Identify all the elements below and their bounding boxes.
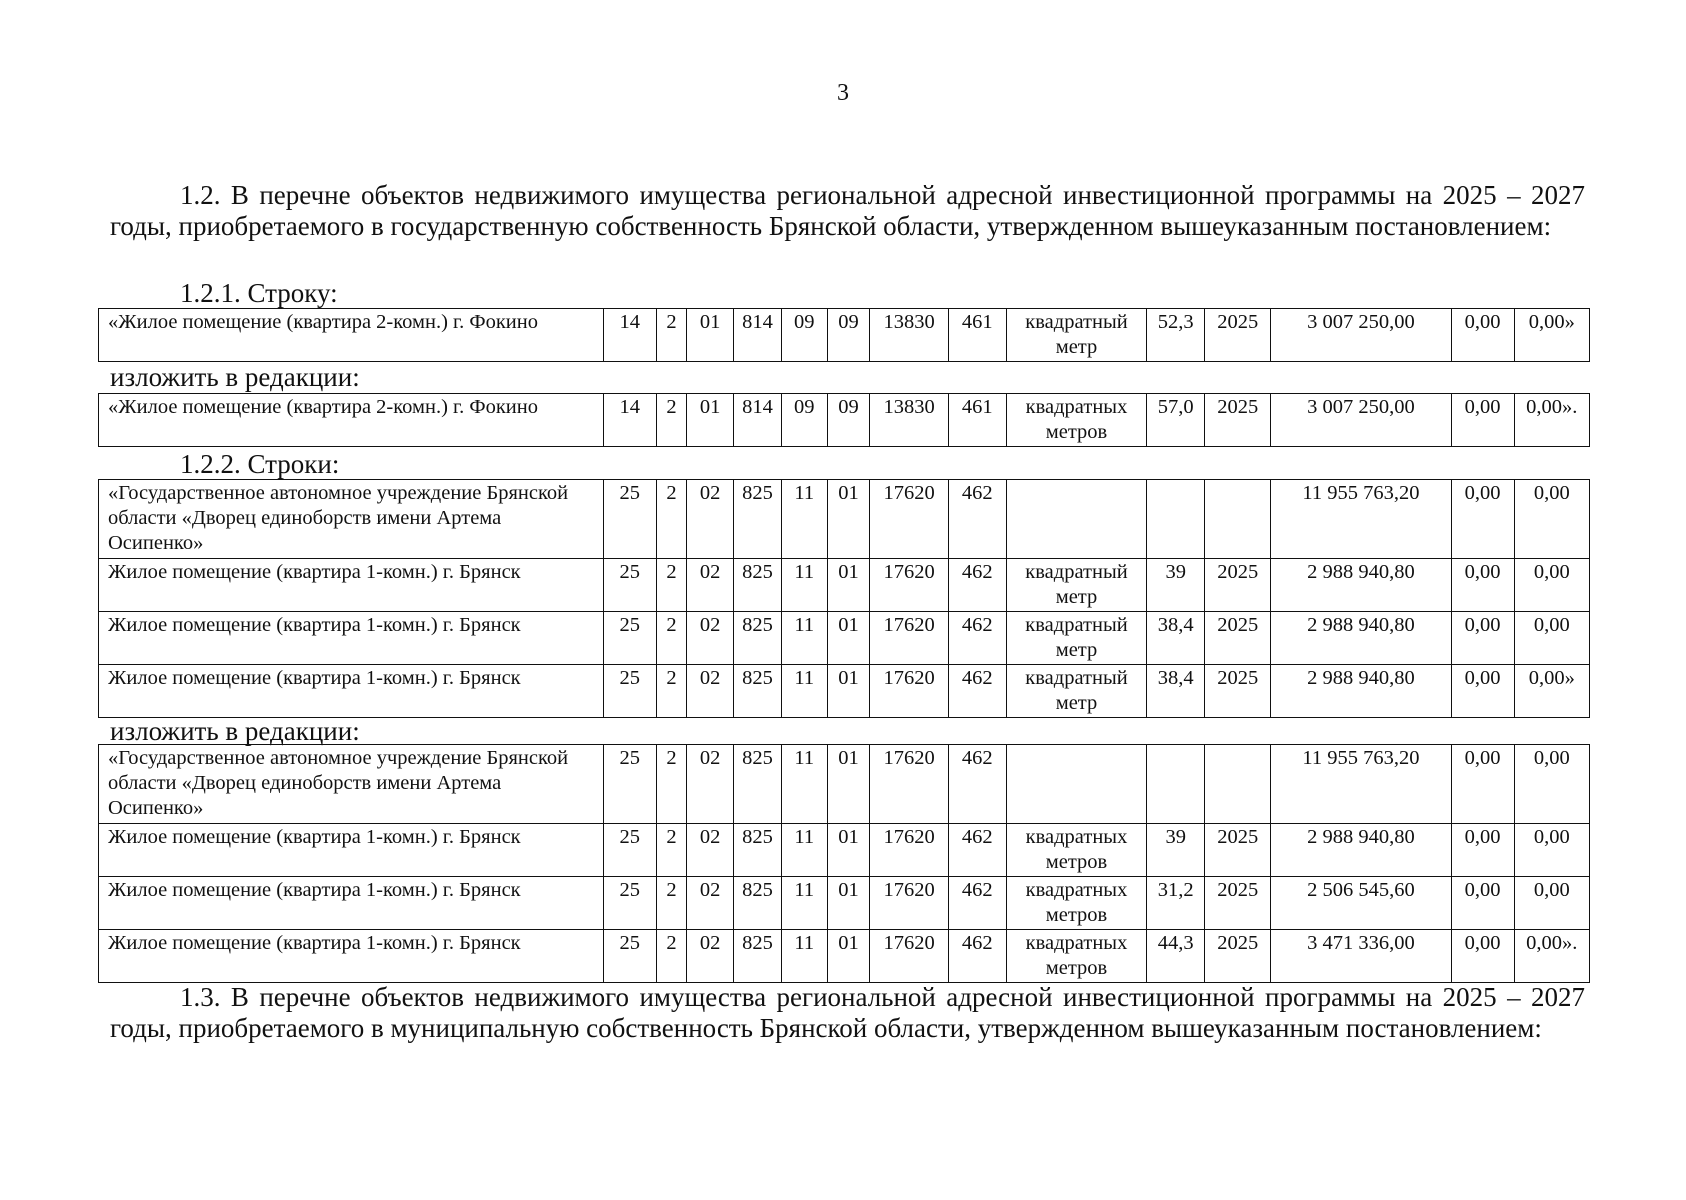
cell-value-2027: 0,00: [1514, 480, 1589, 559]
cell-area: 38,4: [1147, 612, 1205, 665]
cell-code-g: 17620: [870, 612, 948, 665]
cell-code-e: 11: [781, 559, 827, 612]
cell-object-name: Жилое помещение (квартира 1-комн.) г. Брянск: [99, 877, 604, 930]
cell-year: [1205, 480, 1271, 559]
cell-amount: 2 988 940,80: [1271, 665, 1451, 718]
cell-code-f: 09: [827, 394, 870, 447]
subheading-1-2-1: 1.2.1. Строку:: [180, 278, 338, 308]
cell-amount: 2 988 940,80: [1271, 824, 1451, 877]
cell-code-f: 01: [827, 745, 870, 824]
cell-code-f: 01: [827, 824, 870, 877]
cell-unit: квадратный метр: [1006, 559, 1146, 612]
cell-amount: 3 007 250,00: [1271, 394, 1451, 447]
cell-code-c: 02: [687, 612, 734, 665]
cell-code-c: 02: [687, 877, 734, 930]
cell-value-2026: 0,00: [1451, 665, 1514, 718]
cell-code-h: 462: [948, 930, 1006, 983]
cell-year: 2025: [1205, 930, 1271, 983]
cell-code-c: 02: [687, 665, 734, 718]
cell-code-f: 01: [827, 559, 870, 612]
cell-area: 52,3: [1147, 309, 1205, 362]
cell-amount: 11 955 763,20: [1271, 480, 1451, 559]
cell-value-2027: 0,00: [1514, 559, 1589, 612]
cell-code-e: 11: [781, 745, 827, 824]
cell-value-2027: 0,00: [1514, 877, 1589, 930]
cell-code-d: 825: [734, 665, 782, 718]
table-old-rows-1-2-2: [98, 479, 1590, 718]
cell-area: 31,2: [1147, 877, 1205, 930]
cell-code-f: 09: [827, 309, 870, 362]
cell-value-2027: 0,00»: [1514, 309, 1589, 362]
cell-code-d: 825: [734, 877, 782, 930]
cell-code-a: 14: [603, 394, 656, 447]
cell-area: 57,0: [1147, 394, 1205, 447]
cell-amount: 2 506 545,60: [1271, 877, 1451, 930]
cell-code-c: 02: [687, 559, 734, 612]
cell-value-2026: 0,00: [1451, 877, 1514, 930]
cell-value-2027: 0,00».: [1514, 394, 1589, 447]
cell-unit: квадратных метров: [1006, 877, 1146, 930]
cell-value-2026: 0,00: [1451, 930, 1514, 983]
cell-unit: [1006, 745, 1146, 824]
table-row: [99, 877, 1590, 930]
table-row: [99, 612, 1590, 665]
cell-code-d: 825: [734, 745, 782, 824]
cell-code-f: 01: [827, 665, 870, 718]
cell-code-h: 462: [948, 665, 1006, 718]
cell-area: 38,4: [1147, 665, 1205, 718]
cell-code-b: 2: [656, 745, 687, 824]
cell-code-d: 825: [734, 559, 782, 612]
label-edit-2: изложить в редакции:: [110, 716, 360, 746]
cell-code-b: 2: [656, 930, 687, 983]
cell-value-2026: 0,00: [1451, 824, 1514, 877]
cell-value-2026: 0,00: [1451, 480, 1514, 559]
cell-code-c: 02: [687, 824, 734, 877]
cell-year: 2025: [1205, 612, 1271, 665]
cell-value-2027: 0,00: [1514, 745, 1589, 824]
cell-area: 39: [1147, 824, 1205, 877]
cell-code-g: 17620: [870, 824, 948, 877]
cell-code-e: 09: [781, 309, 827, 362]
cell-code-g: 17620: [870, 480, 948, 559]
cell-code-e: 11: [781, 612, 827, 665]
cell-unit: квадратный метр: [1006, 665, 1146, 718]
cell-code-a: 25: [603, 745, 656, 824]
cell-code-b: 2: [656, 394, 687, 447]
cell-code-a: 25: [603, 930, 656, 983]
cell-code-a: 25: [603, 612, 656, 665]
cell-code-f: 01: [827, 480, 870, 559]
cell-object-name: «Жилое помещение (квартира 2-комн.) г. Фокино: [99, 309, 604, 362]
cell-code-c: 02: [687, 745, 734, 824]
cell-code-e: 11: [781, 480, 827, 559]
cell-code-g: 13830: [870, 394, 948, 447]
cell-value-2026: 0,00: [1451, 394, 1514, 447]
cell-code-h: 462: [948, 612, 1006, 665]
cell-area: 44,3: [1147, 930, 1205, 983]
cell-object-name: Жилое помещение (квартира 1-комн.) г. Брянск: [99, 559, 604, 612]
cell-code-e: 09: [781, 394, 827, 447]
cell-amount: 2 988 940,80: [1271, 612, 1451, 665]
cell-amount: 3 471 336,00: [1271, 930, 1451, 983]
cell-code-f: 01: [827, 930, 870, 983]
cell-code-e: 11: [781, 824, 827, 877]
cell-code-d: 825: [734, 930, 782, 983]
cell-code-b: 2: [656, 665, 687, 718]
cell-code-c: 02: [687, 480, 734, 559]
cell-year: 2025: [1205, 877, 1271, 930]
cell-value-2027: 0,00»: [1514, 665, 1589, 718]
paragraph-1-2: [110, 180, 1585, 242]
cell-value-2026: 0,00: [1451, 745, 1514, 824]
cell-code-a: 25: [603, 559, 656, 612]
table-row: [99, 665, 1590, 718]
table-new-row-1-2-1: [98, 393, 1590, 447]
cell-code-h: 461: [948, 394, 1006, 447]
cell-code-b: 2: [656, 309, 687, 362]
page-number: 3: [837, 80, 849, 106]
cell-code-g: 13830: [870, 309, 948, 362]
paragraph-1-3: [110, 982, 1585, 1044]
table-row: [99, 309, 1590, 362]
table-row: [99, 745, 1590, 824]
cell-code-h: 462: [948, 559, 1006, 612]
cell-year: 2025: [1205, 559, 1271, 612]
cell-code-d: 814: [734, 394, 782, 447]
cell-code-b: 2: [656, 480, 687, 559]
cell-unit: квадратный метр: [1006, 309, 1146, 362]
cell-area: [1147, 745, 1205, 824]
cell-year: [1205, 745, 1271, 824]
table-row: [99, 824, 1590, 877]
cell-amount: 3 007 250,00: [1271, 309, 1451, 362]
cell-value-2026: 0,00: [1451, 559, 1514, 612]
cell-code-b: 2: [656, 612, 687, 665]
cell-code-f: 01: [827, 877, 870, 930]
cell-code-b: 2: [656, 824, 687, 877]
cell-code-h: 462: [948, 745, 1006, 824]
cell-unit: квадратных метров: [1006, 824, 1146, 877]
cell-code-e: 11: [781, 877, 827, 930]
cell-object-name: Жилое помещение (квартира 1-комн.) г. Брянск: [99, 930, 604, 983]
cell-code-a: 25: [603, 480, 656, 559]
label-edit-1: изложить в редакции:: [110, 362, 360, 392]
cell-code-d: 825: [734, 612, 782, 665]
table-row: [99, 559, 1590, 612]
cell-object-name: «Государственное автономное учреждение Брянской области «Дворец единоборств имени Артема Осипенко»: [99, 745, 604, 824]
cell-object-name: Жилое помещение (квартира 1-комн.) г. Брянск: [99, 612, 604, 665]
cell-value-2026: 0,00: [1451, 309, 1514, 362]
cell-code-g: 17620: [870, 877, 948, 930]
cell-area: 39: [1147, 559, 1205, 612]
table-row: [99, 394, 1590, 447]
cell-unit: квадратный метр: [1006, 612, 1146, 665]
cell-code-a: 25: [603, 877, 656, 930]
cell-object-name: Жилое помещение (квартира 1-комн.) г. Брянск: [99, 665, 604, 718]
cell-code-d: 814: [734, 309, 782, 362]
cell-code-f: 01: [827, 612, 870, 665]
table-old-row-1-2-1: [98, 308, 1590, 362]
cell-unit: квадратных метров: [1006, 930, 1146, 983]
cell-code-a: 25: [603, 824, 656, 877]
cell-code-a: 14: [603, 309, 656, 362]
cell-code-b: 2: [656, 877, 687, 930]
cell-year: 2025: [1205, 824, 1271, 877]
paragraph-1-3-text: 1.3. В перечне объектов недвижимого имущества региональной адресной инвестиционной программы на 2025 – 2027 годы, приобретаемого в муниципальную собственность Брянской области, утвержденном вышеуказанным постановлением:: [110, 982, 1585, 1043]
cell-code-g: 17620: [870, 745, 948, 824]
cell-object-name: «Государственное автономное учреждение Брянской области «Дворец единоборств имени Артема Осипенко»: [99, 480, 604, 559]
cell-object-name: Жилое помещение (квартира 1-комн.) г. Брянск: [99, 824, 604, 877]
subheading-1-2-2: 1.2.2. Строки:: [180, 449, 340, 479]
cell-code-c: 01: [687, 309, 734, 362]
cell-amount: 11 955 763,20: [1271, 745, 1451, 824]
cell-code-b: 2: [656, 559, 687, 612]
cell-code-a: 25: [603, 665, 656, 718]
cell-code-c: 01: [687, 394, 734, 447]
cell-code-g: 17620: [870, 559, 948, 612]
cell-year: 2025: [1205, 665, 1271, 718]
cell-code-h: 462: [948, 480, 1006, 559]
cell-code-h: 462: [948, 824, 1006, 877]
cell-code-h: 462: [948, 877, 1006, 930]
cell-year: 2025: [1205, 309, 1271, 362]
cell-code-e: 11: [781, 930, 827, 983]
cell-code-e: 11: [781, 665, 827, 718]
cell-code-g: 17620: [870, 665, 948, 718]
table-new-rows-1-2-2: [98, 744, 1590, 983]
cell-code-h: 461: [948, 309, 1006, 362]
cell-year: 2025: [1205, 394, 1271, 447]
cell-code-d: 825: [734, 824, 782, 877]
cell-object-name: «Жилое помещение (квартира 2-комн.) г. Фокино: [99, 394, 604, 447]
cell-value-2027: 0,00: [1514, 824, 1589, 877]
cell-amount: 2 988 940,80: [1271, 559, 1451, 612]
cell-value-2026: 0,00: [1451, 612, 1514, 665]
cell-value-2027: 0,00: [1514, 612, 1589, 665]
cell-unit: квадратных метров: [1006, 394, 1146, 447]
cell-code-g: 17620: [870, 930, 948, 983]
table-row: [99, 480, 1590, 559]
paragraph-1-2-text: 1.2. В перечне объектов недвижимого имущества региональной адресной инвестиционной программы на 2025 – 2027 годы, приобретаемого в государственную собственность Брянской области, утвержденном вышеуказанным постановлением:: [110, 180, 1585, 241]
cell-value-2027: 0,00».: [1514, 930, 1589, 983]
cell-unit: [1006, 480, 1146, 559]
cell-code-d: 825: [734, 480, 782, 559]
table-row: [99, 930, 1590, 983]
cell-area: [1147, 480, 1205, 559]
cell-code-c: 02: [687, 930, 734, 983]
